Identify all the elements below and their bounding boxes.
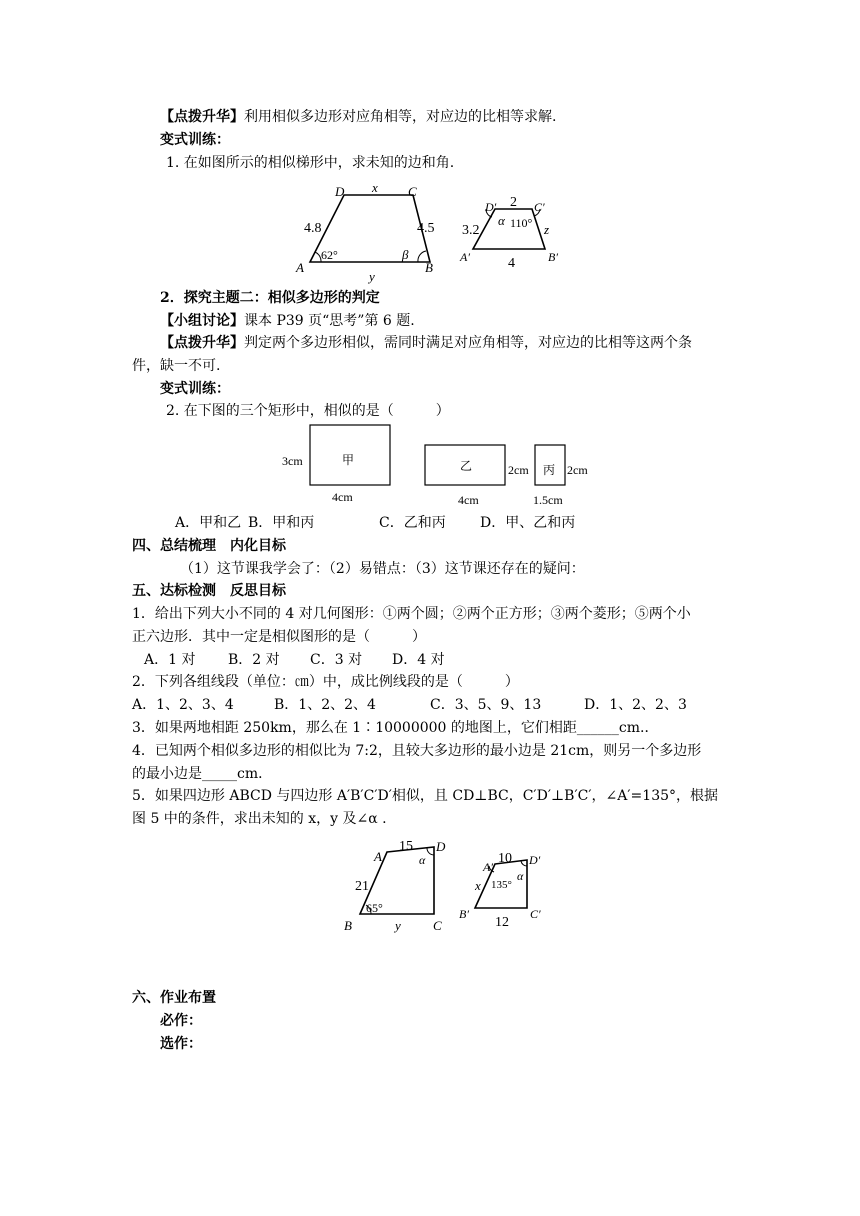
discussion-tag: 【小组讨论】	[160, 313, 244, 329]
label-B: B	[344, 918, 352, 933]
label-12: 12	[495, 915, 509, 930]
label-yi: 乙	[460, 459, 473, 473]
jia-height: 3cm	[282, 454, 303, 468]
quadrilateral-figure	[340, 834, 560, 939]
label-bing: 丙	[543, 463, 556, 477]
option-b: B．2 对	[228, 652, 280, 668]
bing-width: 1.5cm	[533, 493, 563, 507]
label-C-prime: C′	[534, 200, 545, 214]
option-a: A．1、2、3、4	[132, 697, 234, 713]
label-z: z	[544, 222, 550, 237]
option-d: D．1、2、2、3	[584, 697, 687, 713]
bing-height: 2cm	[567, 463, 588, 477]
hint-text: 利用相似多边形对应角相等，对应边的比相等求解.	[244, 109, 557, 125]
angle-alpha: α	[419, 853, 426, 867]
summary-prompts: （1）这节课我学会了：（2）易错点：（3）这节课还存在的疑问：	[180, 561, 585, 577]
label-B-prime: B′	[459, 907, 469, 921]
test-question-1-cont: 正六边形．其中一定是相似图形的是（ ）	[132, 629, 426, 645]
label-C-prime: C′	[530, 907, 541, 921]
question-2: 2. 在下图的三个矩形中，相似的是（ ）	[166, 403, 450, 419]
required-homework: 必作：	[160, 1013, 202, 1029]
angle-62: 62°	[321, 248, 338, 262]
test-question-4-cont: 的最小边是_____cm．	[132, 766, 273, 782]
section-4-heading: 四、总结梳理 内化目标	[132, 538, 286, 554]
option-b: B．1、2、2、4	[274, 697, 376, 713]
hint-line-1	[160, 107, 556, 127]
label-B-prime: B′	[548, 250, 558, 264]
jia-width: 4cm	[332, 490, 353, 504]
label-A: A	[296, 260, 304, 275]
test-question-5: 5．如果四边形 ABCD 与四边形 A′B′C′D′相似，且 CD⊥BC，C′D′⊥B′C′，∠A′=135°，根据	[132, 788, 719, 804]
variant-training-heading-2: 变式训练：	[160, 381, 230, 397]
option-c: C．3 对	[310, 652, 363, 668]
hint-tag-2: 【点拨升华】	[160, 335, 244, 351]
label-10: 10	[498, 851, 512, 866]
option-a: A．甲和乙	[175, 515, 242, 531]
trapezoid-figure	[290, 180, 580, 285]
label-2: 2	[510, 195, 517, 210]
angle-beta: β	[402, 247, 409, 262]
label-D-prime: D′	[485, 200, 497, 214]
test-question-5-cont: 图 5 中的条件，求出未知的 x，y 及∠α .	[132, 811, 387, 827]
label-jia: 甲	[342, 453, 355, 467]
question-1: 1. 在如图所示的相似梯形中，求未知的边和角.	[166, 155, 455, 171]
option-c: C．乙和丙	[379, 515, 446, 531]
option-a: A．1 对	[144, 652, 196, 668]
label-D: D	[436, 839, 446, 854]
test-question-1: 1．给出下列大小不同的 4 对几何图形：①两个圆；②两个正方形；③两个菱形；⑤两个小	[132, 606, 691, 622]
angle-110: 110°	[510, 216, 533, 230]
angle-alpha: α	[498, 213, 505, 228]
hint-text-2: 判定两个多边形相似，需同时满足对应角相等，对应边的比相等这两个条	[244, 335, 692, 351]
test-question-4: 4．已知两个相似多边形的相似比为 7:2，且较大多边形的最小边是 21cm，则另一个多边形	[132, 743, 702, 759]
angle-135: 135°	[491, 879, 512, 891]
section-2-heading: 2．探究主题二：相似多边形的判定	[160, 290, 380, 306]
rectangles-figure	[280, 420, 600, 512]
option-b: B．甲和丙	[248, 515, 315, 531]
label-C: C	[408, 184, 417, 199]
label-D-prime: D′	[529, 853, 541, 867]
label-15: 15	[399, 839, 413, 854]
option-c: C．3、5、9、13	[430, 697, 542, 713]
label-x: x	[372, 180, 378, 195]
label-A-prime: A′	[460, 250, 470, 264]
test-question-3: 3．如果两地相距 250km，那么在 1∶10000000 的地图上，它们相距______cm.．	[132, 720, 659, 736]
section-5-heading: 五、达标检测 反思目标	[132, 583, 286, 599]
discussion-text: 课本 P39 页“思考”第 6 题.	[244, 313, 415, 329]
angle-alpha-prime: α	[517, 869, 524, 883]
yi-width: 4cm	[458, 493, 479, 507]
label-B: B	[425, 260, 433, 275]
variant-training-heading: 变式训练：	[160, 132, 230, 148]
section-6-heading: 六、作业布置	[132, 990, 216, 1006]
label-A: A	[374, 849, 382, 864]
label-x: x	[475, 878, 481, 893]
angle-65: 65°	[366, 901, 383, 915]
label-21: 21	[355, 879, 369, 894]
hint-tag: 【点拨升华】	[160, 109, 244, 125]
label-4: 4	[508, 256, 515, 271]
label-y: y	[369, 269, 375, 284]
yi-height: 2cm	[508, 463, 529, 477]
group-discussion	[160, 311, 415, 331]
label-D: D	[335, 184, 345, 199]
label-y: y	[395, 918, 401, 933]
label-4-5: 4.5	[417, 221, 435, 236]
label-4-8: 4.8	[304, 221, 322, 236]
label-3-2: 3.2	[462, 223, 480, 238]
optional-homework: 选作：	[160, 1036, 202, 1052]
label-A-prime: A′	[483, 860, 493, 874]
hint-line-2	[160, 333, 692, 353]
option-d: D．甲、乙和丙	[480, 515, 576, 531]
test-question-2: 2．下列各组线段（单位：㎝）中，成比例线段的是（ ）	[132, 674, 519, 690]
option-d: D．4 对	[392, 652, 445, 668]
hint-line-2-cont: 件，缺一不可.	[132, 358, 221, 374]
label-C: C	[433, 918, 442, 933]
